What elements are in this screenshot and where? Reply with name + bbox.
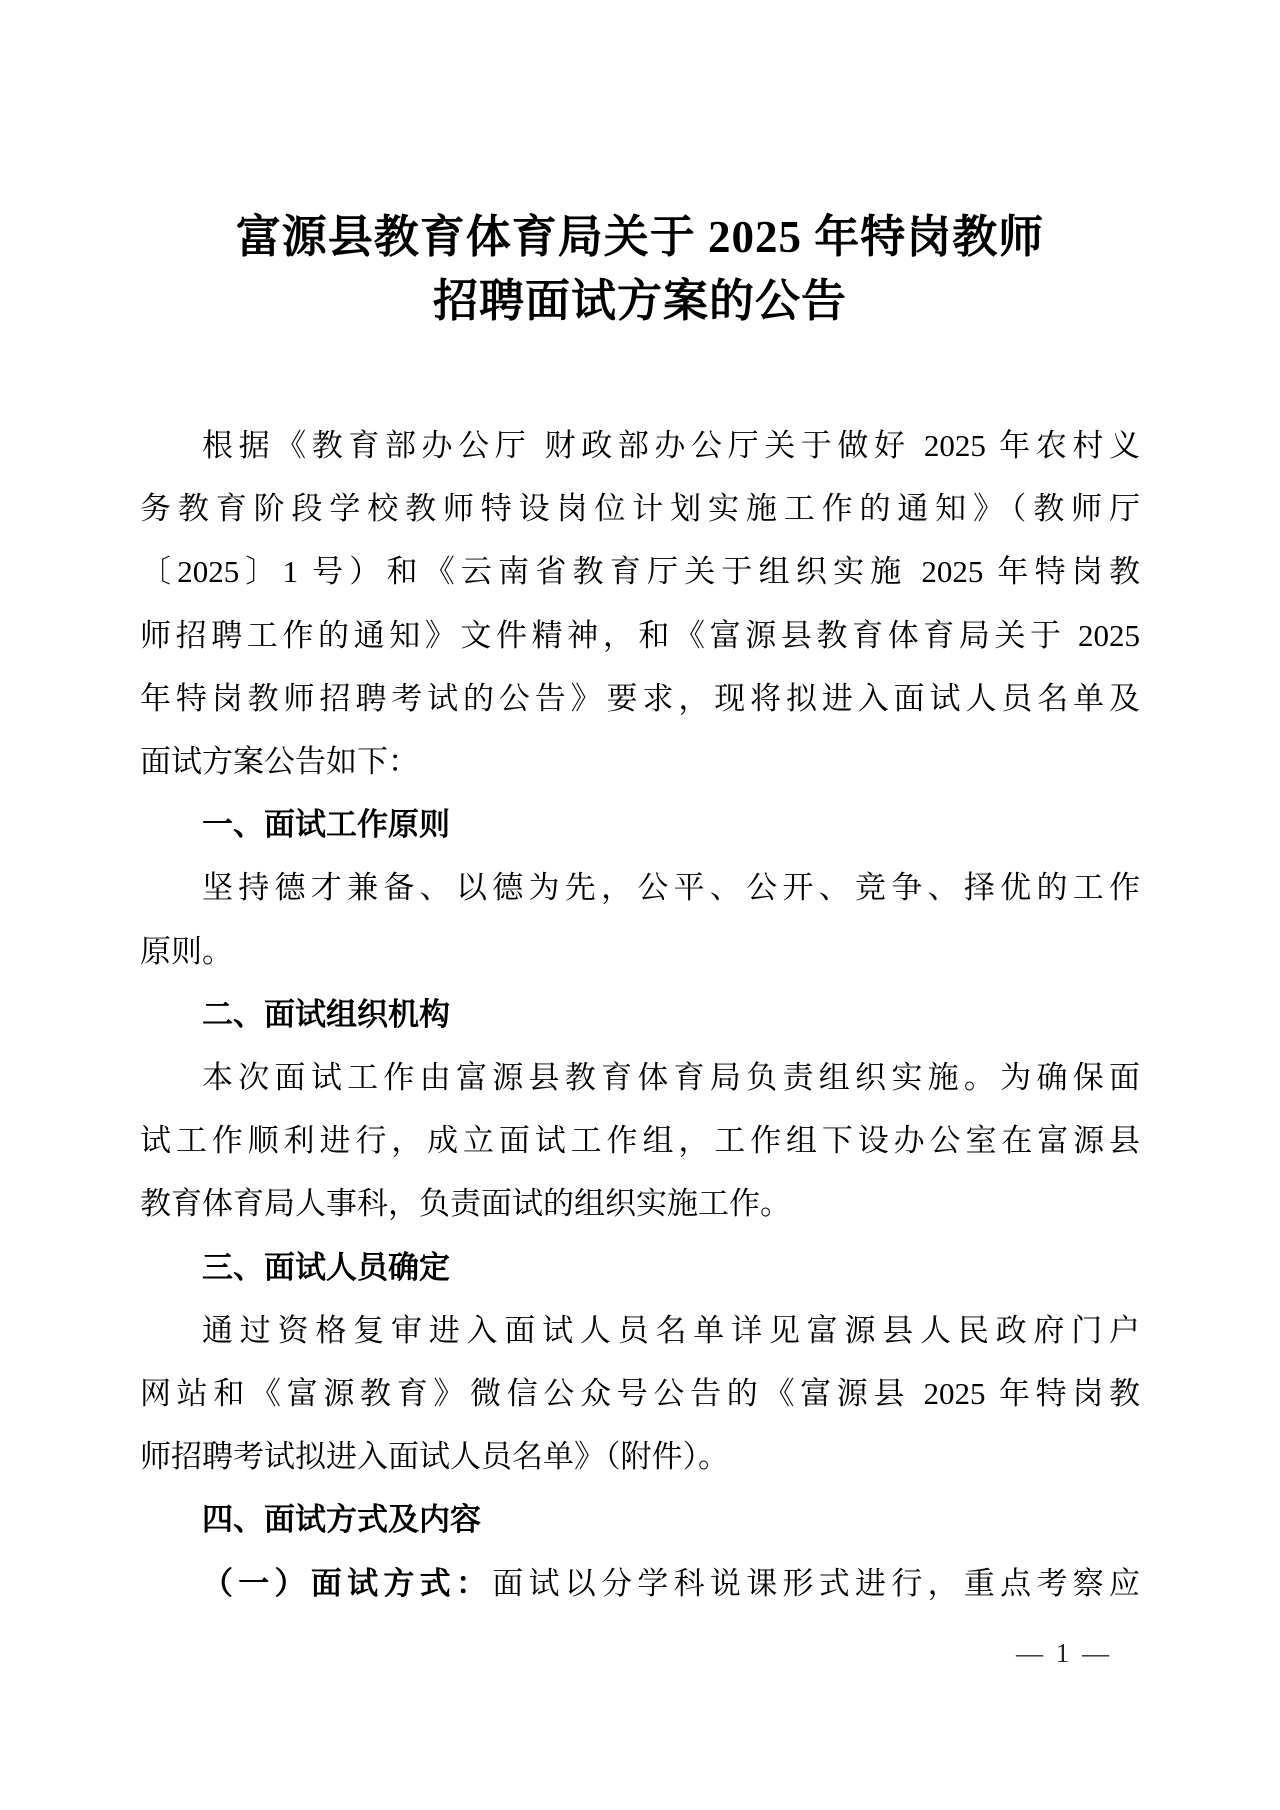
- paragraph-3-line-1: 本次面试工作由富源县教育体育局负责组织实施。为确保面: [202, 1060, 1140, 1096]
- document-title: [0, 205, 1280, 333]
- paragraph-3-line-2: 试工作顺利进行，成立面试工作组，工作组下设办公室在富源县: [140, 1123, 1140, 1159]
- section-heading-3: 三、面试人员确定: [202, 1249, 450, 1285]
- subsection-text: 面试以分学科说课形式进行，重点考察应: [492, 1565, 1141, 1601]
- section-heading-1: 一、面试工作原则: [202, 807, 450, 843]
- paragraph-4-line-2: 网站和《富源教育》微信公众号公告的《富源县 2025 年特岗教: [140, 1376, 1140, 1412]
- paragraph-1-line-4: 师招聘工作的通知》文件精神，和《富源县教育体育局关于 2025: [140, 617, 1140, 653]
- paragraph-2-line-2: 原则。: [140, 933, 233, 969]
- paragraph-3-line-3: 教育体育局人事科，负责面试的组织实施工作。: [140, 1186, 791, 1222]
- paragraph-1-line-6: 面试方案公告如下：: [140, 744, 419, 780]
- paragraph-1-line-1: 根据《教育部办公厅 财政部办公厅关于做好 2025 年农村义: [202, 428, 1140, 463]
- subsection-label: （一）面试方式：: [202, 1565, 493, 1601]
- section-heading-4: 四、面试方式及内容: [202, 1502, 481, 1538]
- section-heading-2: 二、面试组织机构: [202, 996, 450, 1032]
- document-body: [140, 414, 1140, 1615]
- paragraph-4-line-3: 师招聘考试拟进入面试人员名单》（附件）。: [140, 1439, 729, 1475]
- paragraph-1-line-3: 〔2025〕1 号）和《云南省教育厅关于组织实施 2025 年特岗教: [140, 554, 1140, 590]
- paragraph-1-line-2: 务教育阶段学校教师特设岗位计划实施工作的通知》（教师厅: [140, 491, 1140, 527]
- document-title-line-1: 富源县教育体育局关于 2025 年特岗教师: [235, 212, 1045, 262]
- paragraph-2-line-1: 坚持德才兼备、以德为先，公平、公开、竞争、择优的工作: [202, 870, 1140, 906]
- paragraph-1-line-5: 年特岗教师招聘考试的公告》要求，现将拟进入面试人员名单及: [140, 680, 1140, 716]
- paragraph-5-line-1: [140, 1552, 1140, 1615]
- paragraph-4-line-1: 通过资格复审进入面试人员名单详见富源县人民政府门户: [202, 1312, 1140, 1348]
- page-number: — 1 —: [1016, 1638, 1112, 1668]
- document-title-line-2: 招聘面试方案的公告: [432, 276, 847, 326]
